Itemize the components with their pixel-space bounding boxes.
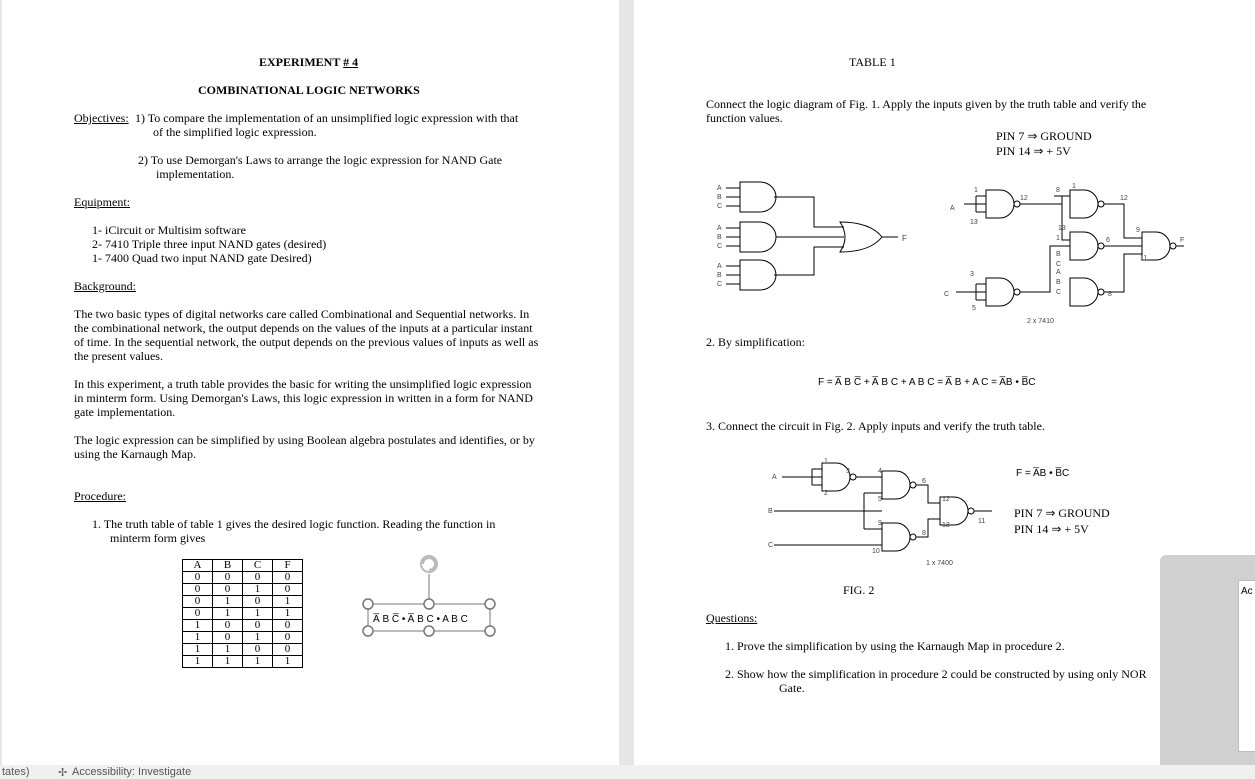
table-cell: 0: [213, 584, 243, 596]
svg-text:A: A: [950, 205, 955, 212]
background-line: of time. In the sequential network, the output depends on the previous values of inputs as well as: [74, 335, 539, 349]
equipment-label: Equipment:: [74, 195, 130, 209]
svg-text:4: 4: [878, 468, 882, 475]
background-line: In this experiment, a truth table provides the basic for writing the unsimplified logic expression: [74, 377, 532, 391]
svg-text:13: 13: [1058, 225, 1066, 232]
objective-2b: implementation.: [156, 167, 235, 181]
svg-text:6: 6: [922, 478, 926, 485]
procedure-1a: 1. The truth table of table 1 gives the desired logic function. Reading the function in: [92, 517, 496, 531]
svg-text:C: C: [717, 243, 723, 250]
procedure-1b: minterm form gives: [110, 531, 206, 545]
table-row: [183, 584, 303, 596]
svg-text:C: C: [717, 203, 723, 210]
table-cell: 1: [243, 584, 273, 596]
svg-text:8: 8: [1108, 291, 1112, 298]
svg-text:8: 8: [1056, 187, 1060, 194]
svg-text:C: C: [768, 542, 774, 549]
pin7-label: PIN 7 ⇒ GROUND: [996, 129, 1092, 143]
svg-text:A: A: [717, 263, 722, 270]
svg-text:13: 13: [970, 219, 978, 226]
table-row: [183, 620, 303, 632]
side-panel-label: Ac: [1241, 586, 1253, 597]
question-2b: Gate.: [779, 681, 805, 695]
background-line: the combinational network, the output depends on the values of the inputs at a particular instant: [74, 321, 533, 335]
table-row: [183, 608, 303, 620]
svg-text:5: 5: [878, 496, 882, 503]
table-cell: 0: [273, 644, 303, 656]
accessibility-icon[interactable]: ✢: [58, 767, 68, 779]
objective-1a: 1) To compare the implementation of an unsimplified logic expression with that: [135, 111, 519, 125]
objective-1b: of the simplified logic expression.: [153, 125, 317, 139]
background-line: The logic expression can be simplified by using Boolean algebra postulates and identifies, or by: [74, 433, 535, 447]
table-cell: 1: [183, 656, 213, 668]
equipment-item: 2- 7410 Triple three input NAND gates (desired): [92, 237, 327, 251]
table-cell: 1: [213, 608, 243, 620]
svg-text:B: B: [1056, 279, 1061, 286]
table-cell: 0: [243, 572, 273, 584]
simplification-expression: F = A̅ B C̅ + A̅ B C + A B C = A̅ B + A C = A̅B • B̅C: [818, 377, 1036, 388]
table-cell: 0: [243, 644, 273, 656]
accessibility-status[interactable]: Accessibility: Investigate: [72, 766, 192, 778]
expression-textbox[interactable]: [357, 552, 507, 644]
table-cell: 0: [243, 620, 273, 632]
fig1-and-or-diagram: [712, 178, 932, 298]
background-line: using the Karnaugh Map.: [74, 447, 196, 461]
svg-text:8: 8: [922, 530, 926, 537]
table-cell: 0: [273, 572, 303, 584]
table-cell: 1: [273, 656, 303, 668]
table-cell: 1: [273, 608, 303, 620]
svg-text:1: 1: [1072, 183, 1076, 190]
table-cell: 1: [273, 596, 303, 608]
svg-text:12: 12: [1120, 195, 1128, 202]
svg-text:1: 1: [974, 187, 978, 194]
svg-text:6: 6: [1106, 237, 1110, 244]
svg-text:B: B: [717, 194, 722, 201]
svg-text:9: 9: [1136, 227, 1140, 234]
equipment-item: 1- iCircuit or Multisim software: [92, 223, 246, 237]
svg-text:3: 3: [846, 468, 850, 475]
table-cell: 0: [213, 572, 243, 584]
fig2-nand-diagram: [762, 455, 1002, 565]
svg-text:C: C: [944, 291, 950, 298]
fig1-chip-label: 2 x 7410: [1027, 318, 1054, 325]
svg-text:2: 2: [824, 490, 828, 497]
table-row: [183, 572, 303, 584]
background-label: Background:: [74, 279, 136, 293]
svg-text:A: A: [772, 474, 777, 481]
truth-table-header-row: [183, 560, 303, 572]
question-2a: 2. Show how the simplification in procedure 2 could be constructed by using only NOR: [725, 667, 1147, 681]
background-line: gate implementation.: [74, 405, 176, 419]
svg-text:5: 5: [972, 305, 976, 312]
svg-text:A: A: [1056, 269, 1061, 276]
svg-text:9: 9: [878, 520, 882, 527]
objective-2a: 2) To use Demorgan's Laws to arrange the logic expression for NAND Gate: [138, 153, 503, 167]
rotate-handle-icon[interactable]: [421, 556, 437, 572]
svg-text:B: B: [1056, 251, 1061, 258]
fig2-formula: F = A̅B • B̅C: [1016, 468, 1070, 479]
table-row: [183, 644, 303, 656]
svg-text:B: B: [768, 508, 773, 515]
table-cell: 1: [213, 596, 243, 608]
svg-text:12: 12: [1020, 195, 1028, 202]
svg-text:C: C: [717, 281, 723, 288]
table-cell: 0: [183, 596, 213, 608]
svg-text:1: 1: [1056, 235, 1060, 242]
fig2-pin7-label: PIN 7 ⇒ GROUND: [1014, 506, 1110, 520]
table-cell: 0: [213, 632, 243, 644]
table-cell: 0: [213, 620, 243, 632]
equipment-item: 1- 7400 Quad two input NAND gate Desired): [92, 251, 312, 265]
svg-text:B: B: [717, 272, 722, 279]
background-line: the present values.: [74, 349, 163, 363]
table-cell: 1: [183, 620, 213, 632]
truth-table: [182, 559, 303, 668]
table-row: [183, 596, 303, 608]
svg-text:C: C: [1056, 261, 1062, 268]
question-1: 1. Prove the simplification by using the Karnaugh Map in procedure 2.: [725, 639, 1065, 653]
fig2-pin14-label: PIN 14 ⇒ + 5V: [1014, 522, 1089, 536]
connect-line: function values.: [706, 111, 783, 125]
svg-text:11: 11: [1140, 255, 1148, 262]
svg-text:A: A: [717, 225, 722, 232]
table-cell: 1: [243, 656, 273, 668]
step3-label: 3. Connect the circuit in Fig. 2. Apply inputs and verify the truth table.: [706, 419, 1045, 433]
table-cell: 1: [213, 644, 243, 656]
fig1-output-label: F: [902, 234, 907, 243]
table-cell: 1: [213, 656, 243, 668]
left-page: [2, 0, 619, 765]
pin14-label: PIN 14 ⇒ + 5V: [996, 144, 1071, 158]
truth-table-header: C: [243, 560, 273, 572]
fig2-caption: FIG. 2: [843, 583, 875, 597]
table-cell: 0: [183, 584, 213, 596]
truth-table-header: A: [183, 560, 213, 572]
status-bar: [0, 765, 1255, 779]
table-cell: 1: [243, 632, 273, 644]
expression-text[interactable]: A̅ B C̅ • A̅ B C • A B C: [373, 614, 468, 625]
truth-table-header: B: [213, 560, 243, 572]
table-row: [183, 632, 303, 644]
questions-label: Questions:: [706, 611, 758, 625]
svg-text:3: 3: [970, 271, 974, 278]
status-left-text: tates): [2, 766, 30, 778]
table-title: TABLE 1: [849, 55, 896, 69]
table-cell: 1: [243, 608, 273, 620]
experiment-title: EXPERIMENT # 4: [259, 55, 359, 69]
background-line: The two basic types of digital networks care called Combinational and Sequential networks. In: [74, 307, 530, 321]
svg-text:10: 10: [872, 548, 880, 555]
svg-text:1: 1: [824, 458, 828, 465]
table-cell: 0: [183, 572, 213, 584]
svg-text:11: 11: [978, 518, 986, 525]
table-cell: 0: [183, 608, 213, 620]
truth-table-header: F: [273, 560, 303, 572]
background-line: in minterm form. Using Demorgan's Laws, this logic expression in written in a form for NAND: [74, 391, 533, 405]
table-row: [183, 656, 303, 668]
connect-line: Connect the logic diagram of Fig. 1. Apply the inputs given by the truth table and verify the: [706, 97, 1147, 111]
table-cell: 0: [273, 620, 303, 632]
step2-label: 2. By simplification:: [706, 335, 805, 349]
table-cell: 1: [183, 632, 213, 644]
svg-text:13: 13: [942, 522, 950, 529]
table-cell: 0: [273, 584, 303, 596]
objectives-label: Objectives:: [74, 111, 129, 125]
table-cell: 0: [243, 596, 273, 608]
svg-text:F: F: [1180, 237, 1184, 244]
table-cell: 1: [183, 644, 213, 656]
subtitle: COMBINATIONAL LOGIC NETWORKS: [198, 83, 420, 97]
fig2-chip-label: 1 x 7400: [926, 560, 953, 567]
procedure-label: Procedure:: [74, 489, 126, 503]
side-card[interactable]: [1238, 580, 1255, 752]
table-cell: 0: [273, 632, 303, 644]
svg-text:B: B: [717, 234, 722, 241]
svg-text:12: 12: [942, 496, 950, 503]
svg-text:C: C: [1056, 289, 1062, 296]
svg-text:A: A: [717, 185, 722, 192]
fig1-nand-diagram: [944, 180, 1184, 320]
